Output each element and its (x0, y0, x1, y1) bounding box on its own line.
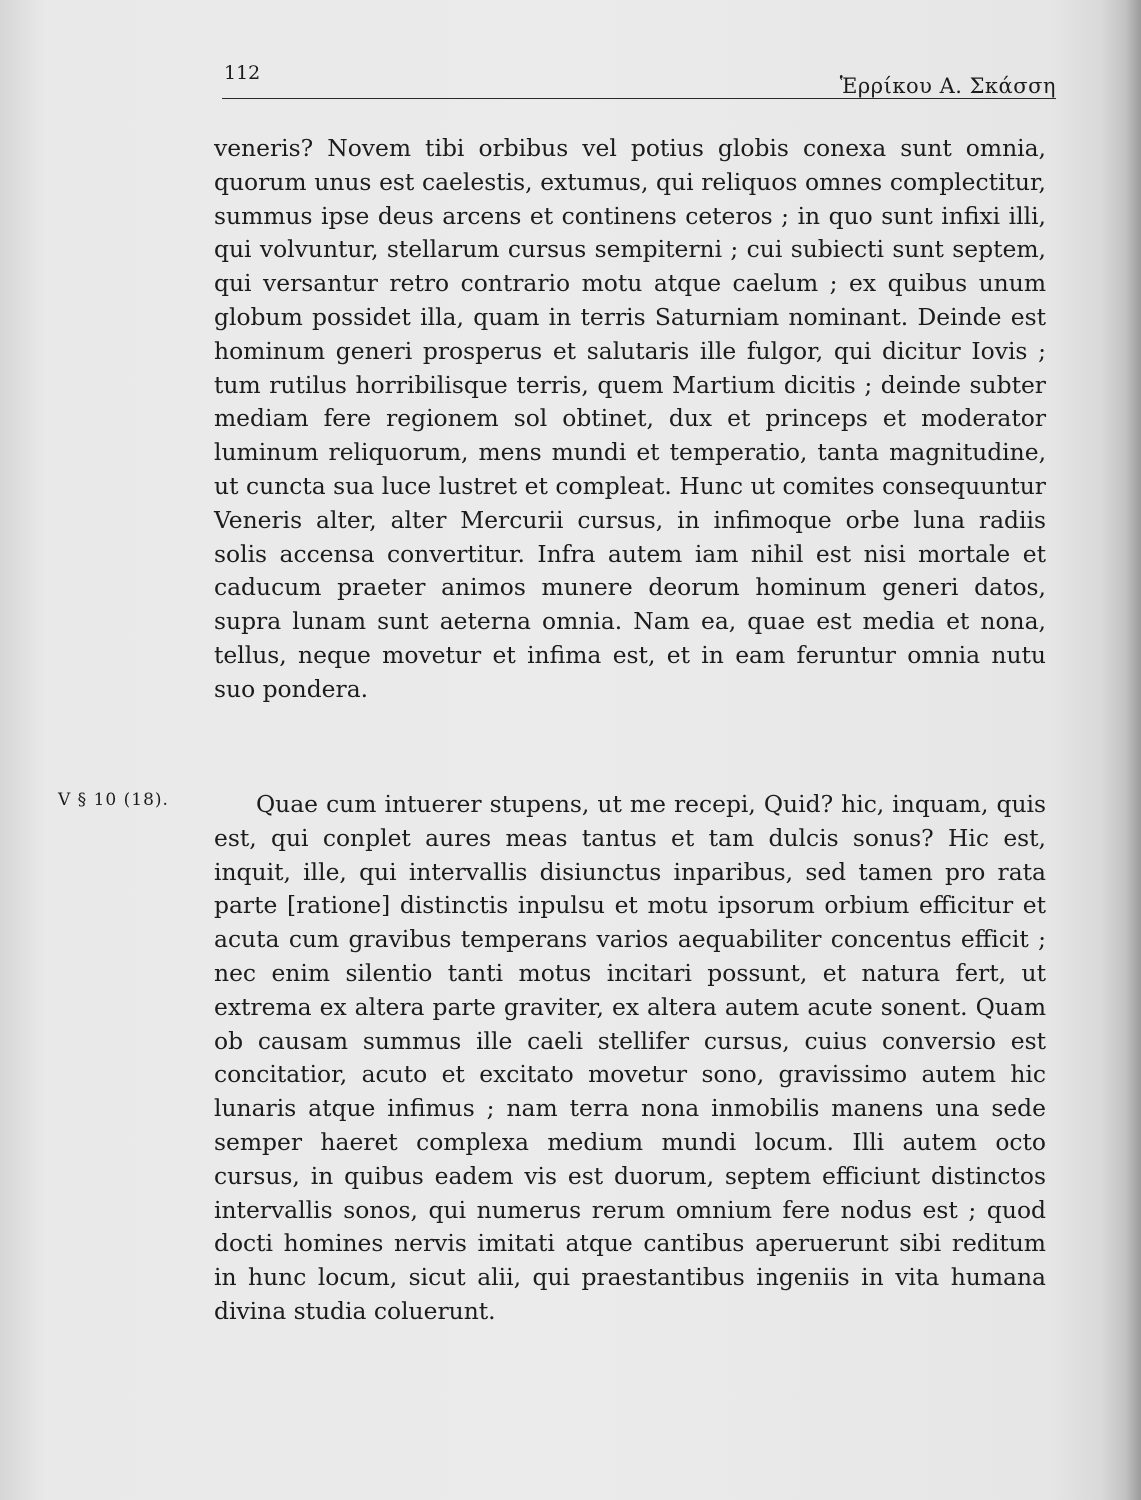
page-edge-shadow (1101, 0, 1141, 1500)
paragraph-1: veneris? Novem tibi orbibus vel potius globis conexa sunt omnia, quorum unus est caelestis, extumus, qui reliquos omnes complectitur, summus ipse deus arcens et continens ceteros ; in quo sunt infixi illi, qui volvuntur, stellarum cursus sempiterni ; cui subiecti sunt septem, qui versantur retro contrario motu atque caelum ; ex quibus unum globum possidet illa, quam in terris Saturniam nominant. Deinde est hominum generi prosperus et salutaris ille fulgor, qui dicitur Iovis ; tum rutilus horribilisque terris, quem Martium dicitis ; deinde subter mediam fere regionem sol obtinet, dux et princeps et moderator luminum reliquorum, mens mundi et temperatio, tanta magnitudine, ut cuncta sua luce lustret et compleat. Hunc ut comites consequuntur Veneris alter, alter Mercurii cursus, in infimoque orbe luna radiis solis accensa convertitur. Infra autem iam nihil est nisi mortale et caducum praeter animos munere deorum hominum generi datos, supra lunam sunt aeterna omnia. Nam ea, quae est media et nona, tellus, neque movetur et infima est, et in eam feruntur omnia nutu suo pondera. (214, 134, 1046, 703)
paragraph-2: Quae cum intuerer stupens, ut me recepi, Quid? hic, inquam, quis est, qui conplet aures meas tantus et tam dulcis sonus? Hic est, inquit, ille, qui intervallis disiunctus inparibus, sed tamen pro rata parte [ratione] distinctis inpulsu et motu ipsorum orbium efficitur et acuta cum gravibus temperans varios aequabiliter concentus efficit ; nec enim silentio tanti motus incitari possunt, et natura fert, ut extrema ex altera parte graviter, ex altera autem acute sonent. Quam ob causam summus ille caeli stellifer cursus, cuius conversio est concitatior, acuto et excitato movetur sono, gravissimo autem hic lunaris atque infimus ; nam terra nona inmobilis manens una sede semper haeret complexa medium mundi locum. Illi autem octo cursus, in quibus eadem vis est duorum, septem efficiunt distinctos intervallis sonos, qui numerus rerum omnium fere nodus est ; quod docti homines nervis imitati atque cantibus aperuerunt sibi reditum in hunc locum, sicut alii, qui praestantibus ingeniis in vita humana divina studia coluerunt. (214, 790, 1046, 1325)
section-marker: V § 10 (18). (58, 790, 169, 810)
page-number: 112 (224, 62, 261, 84)
page-header (222, 60, 1056, 99)
running-head: Ἑρρίκου Α. Σκάσση (839, 74, 1056, 98)
